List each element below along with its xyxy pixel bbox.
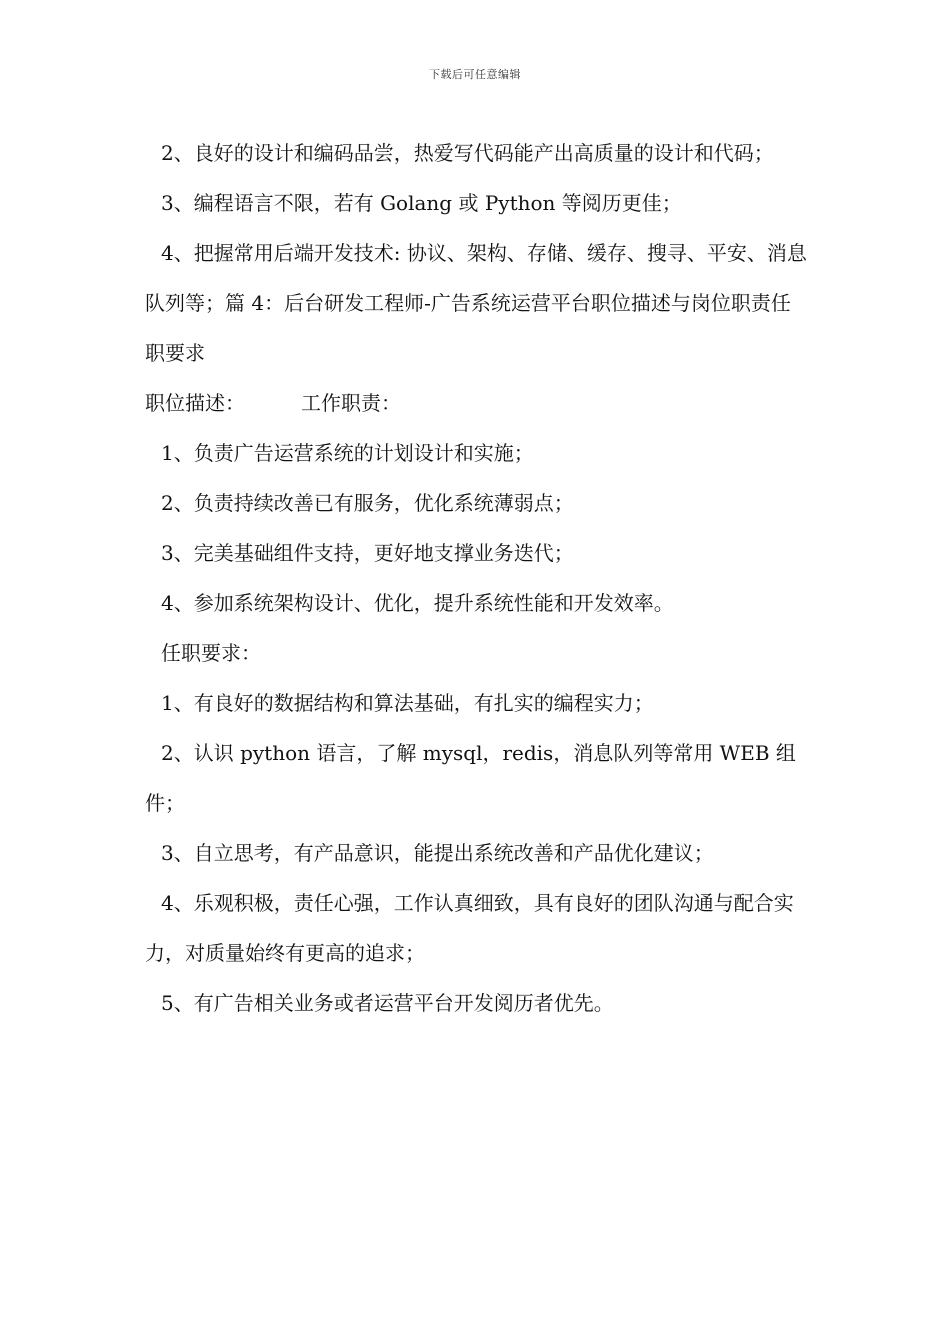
paragraph-requirement-2: 2、认识 python 语言，了解 mysql，redis，消息队列等常用 WEB 组件； [145, 741, 796, 815]
paragraph-responsibility-4: 4、参加系统架构设计、优化，提升系统性能和开发效率。 [161, 591, 674, 615]
responsibilities-label: 工作职责： [301, 391, 401, 415]
paragraph-job-description [145, 378, 810, 428]
paragraph-language: 3、编程语言不限，若有 Golang 或 Python 等阅历更佳； [161, 191, 682, 215]
paragraph-requirements-title: 任职要求： [161, 641, 261, 665]
paragraph-requirement-5: 5、有广告相关业务或者运营平台开发阅历者优先。 [161, 991, 614, 1015]
paragraph-requirement-4: 4、乐观积极，责任心强，工作认真细致，具有良好的团队沟通与配合实力，对质量始终有更高的追求； [145, 891, 794, 965]
paragraph-design-quality: 2、良好的设计和编码品尝，热爱写代码能产出高质量的设计和代码； [161, 141, 774, 165]
paragraph-requirement-1: 1、有良好的数据结构和算法基础，有扎实的编程实力； [161, 691, 654, 715]
page-header: 下载后可任意编辑 [429, 68, 521, 81]
paragraph-backend-tech: 4、把握常用后端开发技术: 协议、架构、存储、缓存、搜寻、平安、消息队列等；篇 4：后台研发工程师-广告系统运营平台职位描述与岗位职责任职要求 [145, 241, 807, 365]
paragraph-responsibility-1: 1、负责广告运营系统的计划设计和实施； [161, 441, 534, 465]
paragraph-requirement-3: 3、自立思考，有产品意识，能提出系统改善和产品优化建议； [161, 841, 714, 865]
job-description-label: 职位描述： [145, 391, 245, 415]
document-body [145, 128, 810, 1028]
paragraph-responsibility-2: 2、负责持续改善已有服务，优化系统薄弱点； [161, 491, 574, 515]
paragraph-responsibility-3: 3、完美基础组件支持，更好地支撑业务迭代； [161, 541, 574, 565]
